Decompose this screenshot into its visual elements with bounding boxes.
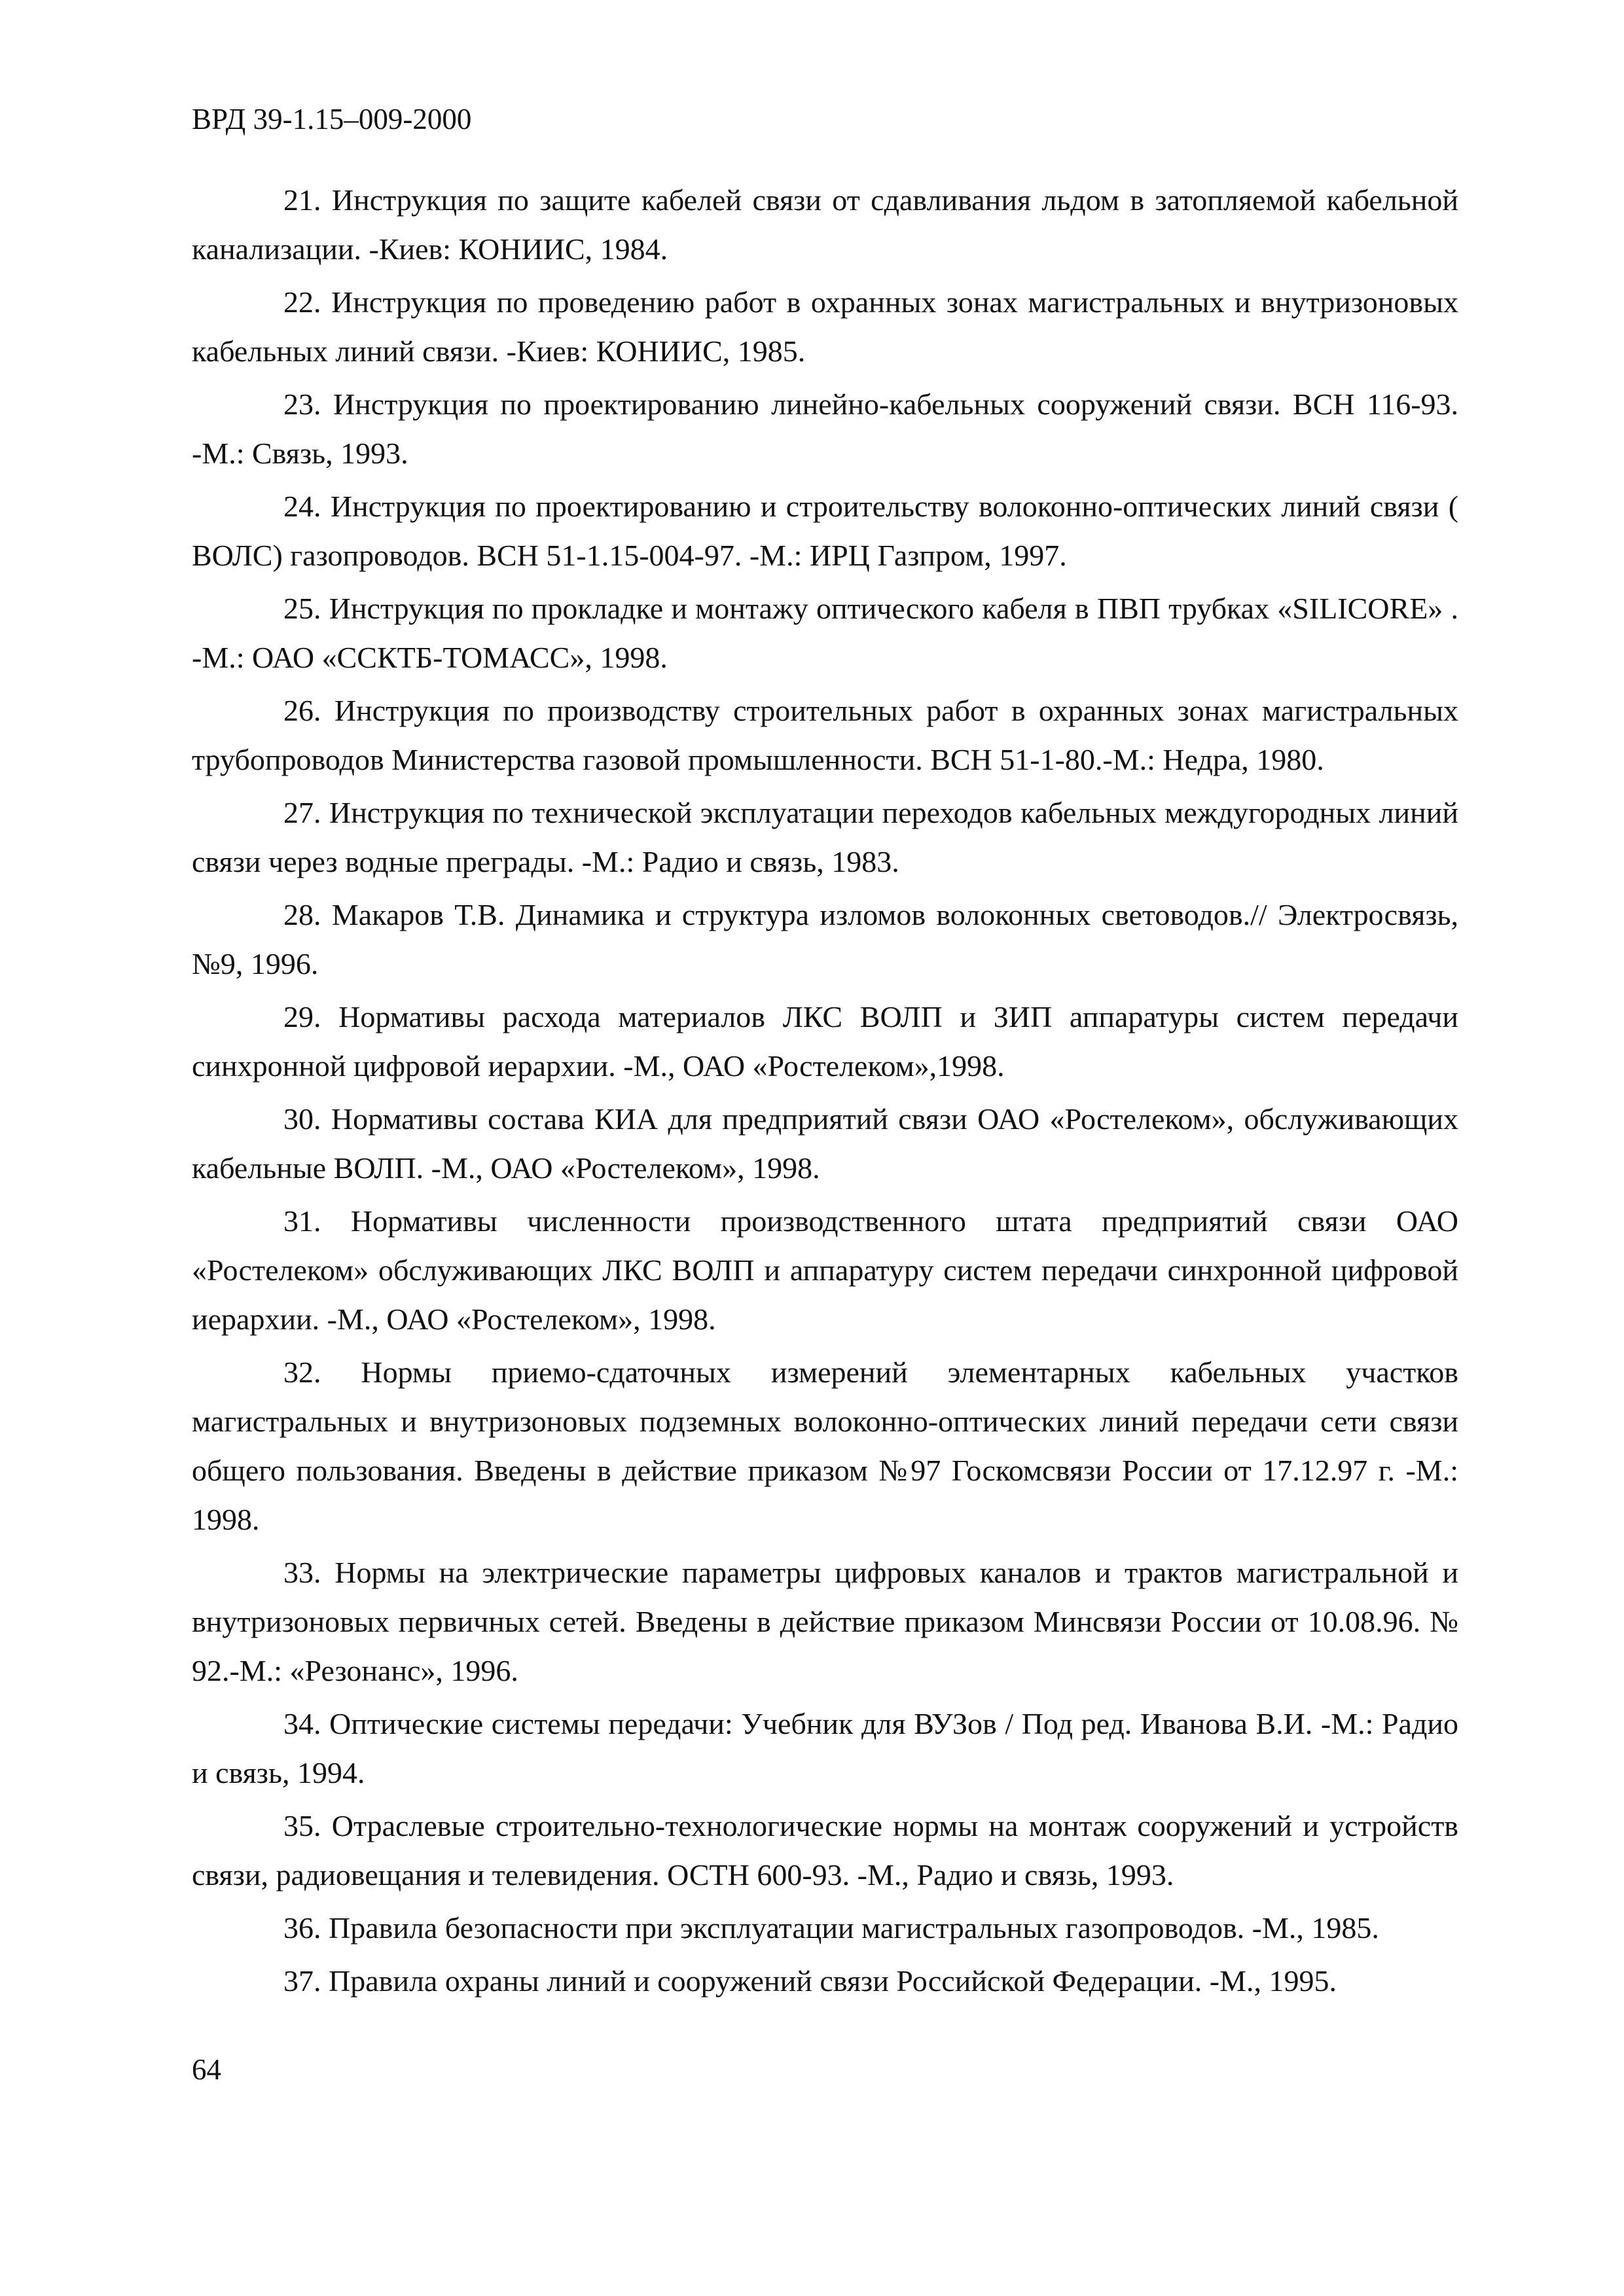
- reference-text: Нормативы состава КИА для предприятий связи ОАО «Ростелеком», обслуживающих кабельные ВОЛП. -М., ОАО «Ростелеком», 1998.: [192, 1102, 1458, 1185]
- reference-number: 24.: [283, 490, 321, 523]
- reference-item: [192, 482, 1458, 580]
- reference-number: 31.: [283, 1204, 321, 1238]
- reference-text: Инструкция по защите кабелей связи от сдавливания льдом в затопляемой кабельной канализации. -Киев: КОНИИС, 1984.: [192, 183, 1459, 266]
- reference-text: Инструкция по прокладке и монтажу оптического кабеля в ПВП трубках «SILICORE» . -М.: ОАО «ССКТБ-ТОМАСС», 1998.: [192, 592, 1458, 674]
- reference-number: 27.: [283, 796, 321, 829]
- reference-text: Инструкция по производству строительных работ в охранных зонах магистральных трубопроводов Министерства газовой промышленности. ВСН 51-1-80.-М.: Недра, 1980.: [192, 694, 1459, 776]
- reference-text: Инструкция по проектированию и строительству волоконно-оптических линий связи ( ВОЛС) газопроводов. ВСН 51-1.15-004-97. -М.: ИРЦ Газпром, 1997.: [192, 490, 1459, 572]
- reference-list: [192, 175, 1458, 2009]
- reference-item: [192, 1348, 1458, 1544]
- reference-item: [192, 686, 1458, 784]
- reference-text: Нормативы численности производственного штата предприятий связи ОАО «Ростелеком» обслуживающих ЛКС ВОЛП и аппаратуру систем передачи синхронной цифровой иерархии. -М., ОАО «Ростелеком», 1998.: [192, 1204, 1458, 1336]
- reference-number: 32.: [283, 1355, 321, 1389]
- reference-item: [192, 1903, 1458, 1952]
- reference-item: [192, 1548, 1458, 1695]
- reference-item: [192, 1699, 1458, 1797]
- reference-text: Нормативы расхода материалов ЛКС ВОЛП и ЗИП аппаратуры систем передачи синхронной цифровой иерархии. -М., ОАО «Ростелеком»,1998.: [192, 1000, 1459, 1083]
- reference-text: Нормы на электрические параметры цифровых каналов и трактов магистральной и внутризоновых первичных сетей. Введены в действие приказом Минсвязи России от 10.08.96. № 92.-М.: «Резонанс», 1996.: [192, 1556, 1459, 1687]
- reference-number: 37.: [283, 1964, 321, 1998]
- reference-number: 34.: [283, 1707, 321, 1740]
- reference-number: 26.: [283, 694, 321, 727]
- reference-item: [192, 890, 1458, 988]
- reference-text: Нормы приемо-сдаточных измерений элементарных кабельных участков магистральных и внутризоновых подземных волоконно-оптических линий передачи сети связи общего пользования. Введены в действие приказом №97 Госкомсвязи России от 17.12.97 г. -М.: 1998.: [192, 1355, 1459, 1536]
- reference-text: Инструкция по технической эксплуатации переходов кабельных междугородных линий связи через водные преграды. -М.: Радио и связь, 1983.: [192, 796, 1458, 878]
- reference-text: Отраслевые строительно-технологические нормы на монтаж сооружений и устройств связи, радиовещания и телевидения. ОСТН 600-93. -М., Радио и связь, 1993.: [192, 1809, 1459, 1892]
- document-code-header: ВРД 39-1.15–009-2000: [192, 103, 472, 135]
- reference-number: 29.: [283, 1000, 321, 1033]
- reference-number: 23.: [283, 387, 321, 421]
- reference-item: [192, 1094, 1458, 1193]
- reference-text: Макаров Т.В. Динамика и структура изломов волоконных световодов.// Электросвязь, №9, 1996.: [192, 898, 1459, 980]
- reference-number: 30.: [283, 1102, 321, 1136]
- reference-number: 25.: [283, 592, 321, 625]
- reference-number: 21.: [283, 183, 321, 217]
- reference-number: 36.: [283, 1911, 321, 1945]
- reference-number: 35.: [283, 1809, 321, 1842]
- reference-number: 28.: [283, 898, 321, 931]
- reference-item: [192, 1801, 1458, 1899]
- reference-number: 22.: [283, 285, 321, 319]
- reference-text: Инструкция по проектированию линейно-кабельных сооружений связи. ВСН 116-93. -М.: Связь, 1993.: [192, 387, 1459, 470]
- reference-item: [192, 380, 1458, 478]
- reference-text: Правила безопасности при эксплуатации магистральных газопроводов. -М., 1985.: [329, 1911, 1379, 1945]
- reference-item: [192, 1196, 1458, 1344]
- reference-item: [192, 278, 1458, 376]
- reference-item: [192, 584, 1458, 682]
- reference-text: Инструкция по проведению работ в охранных зонах магистральных и внутризоновых кабельных линий связи. -Киев: КОНИИС, 1985.: [192, 285, 1458, 368]
- reference-item: [192, 175, 1458, 274]
- reference-item: [192, 788, 1458, 886]
- reference-item: [192, 992, 1458, 1090]
- page-number: 64: [192, 2053, 221, 2086]
- reference-text: Правила охраны линий и сооружений связи Российской Федерации. -М., 1995.: [329, 1964, 1337, 1998]
- reference-text: Оптические системы передачи: Учебник для ВУЗов / Под ред. Иванова В.И. -М.: Радио и связь, 1994.: [192, 1707, 1458, 1789]
- reference-item: [192, 1956, 1458, 2005]
- reference-number: 33.: [283, 1556, 321, 1589]
